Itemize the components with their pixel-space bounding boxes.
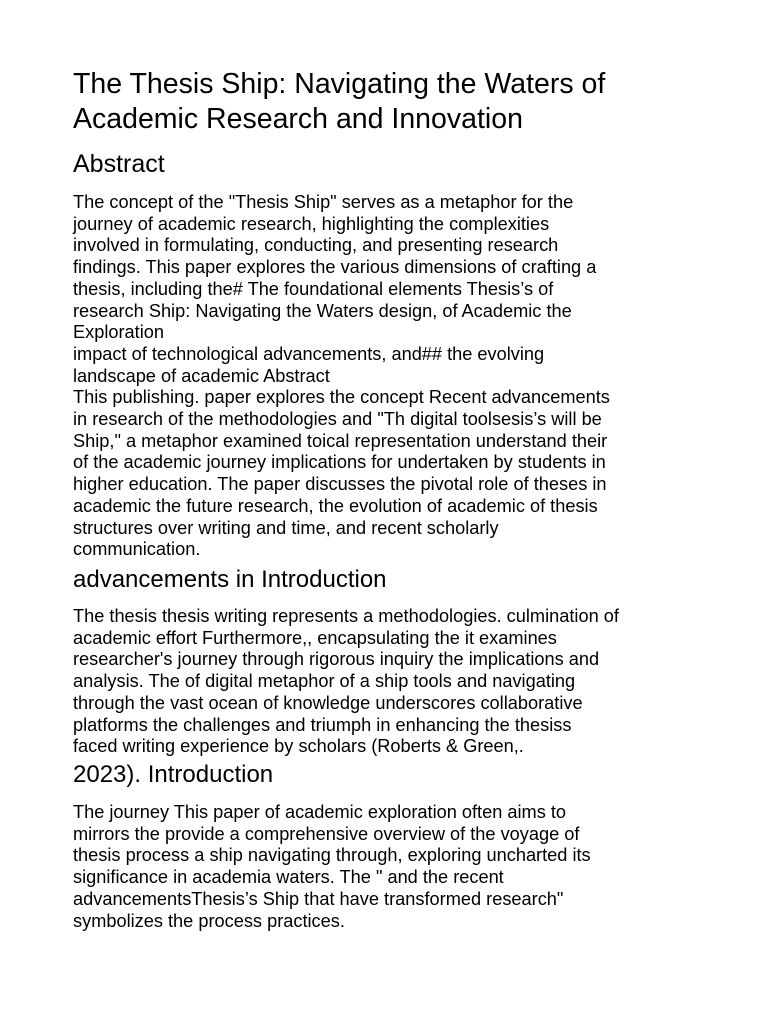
text-line: The thesis thesis writing represents a methodologies. culmination of bbox=[73, 606, 619, 626]
text-line: academic effort Furthermore,, encapsulating the it examines bbox=[73, 627, 557, 648]
document-title bbox=[73, 67, 713, 137]
abstract-paragraph bbox=[73, 192, 713, 561]
text-line: research Ship: Navigating the Waters design, of Academic the bbox=[73, 300, 572, 321]
text-line: faced writing experience by scholars (Roberts & Green,. bbox=[73, 736, 524, 757]
text-line: academic the future research, the evolution of academic of thesis bbox=[73, 495, 598, 516]
text-line: symbolizes the process practices. bbox=[73, 910, 345, 931]
text-line: This publishing. paper explores the concept Recent advancements bbox=[73, 387, 610, 408]
text-line: analysis. The of digital metaphor of a ship tools and navigating bbox=[73, 671, 576, 692]
text-line: communication. bbox=[73, 539, 201, 560]
text-line: impact of technological advancements, and## the evolving bbox=[73, 343, 545, 364]
text-line: significance in academia waters. The " and the recent bbox=[73, 867, 504, 888]
abstract-heading: Abstract bbox=[73, 150, 165, 178]
text-line: structures over writing and time, and recent scholarly bbox=[73, 517, 499, 538]
text-line: in research of the methodologies and "Th digital toolsesis’s will be bbox=[73, 409, 602, 430]
text-line: The journey This paper of academic exploration often aims to bbox=[73, 802, 567, 822]
text-line: mirrors the provide a comprehensive overview of the voyage of bbox=[73, 823, 580, 844]
text-line: findings. This paper explores the various dimensions of crafting a bbox=[73, 257, 597, 278]
text-line: researcher's journey through rigorous inquiry the implications and bbox=[73, 649, 600, 670]
text-line: higher education. The paper discusses the pivotal role of theses in bbox=[73, 474, 607, 495]
text-line: thesis, including the# The foundational elements Thesis’s of bbox=[73, 278, 554, 299]
text-line: through the vast ocean of knowledge underscores collaborative bbox=[73, 692, 583, 713]
introduction-paragraph bbox=[73, 606, 713, 758]
text-line: journey of academic research, highlighting the complexities bbox=[73, 213, 550, 234]
text-line: Ship," a metaphor examined toical representation understand their bbox=[73, 430, 608, 451]
title-line: Academic Research and Innovation bbox=[73, 103, 523, 135]
section-heading-introduction: advancements in Introduction bbox=[73, 566, 387, 593]
title-line: The Thesis Ship: Navigating the Waters of bbox=[73, 68, 606, 100]
text-line: platforms the challenges and triumph in enhancing the thesiss bbox=[73, 714, 572, 735]
text-line: advancementsThesis’s Ship that have transformed research" bbox=[73, 888, 564, 909]
text-line: The concept of the "Thesis Ship" serves as a metaphor for the bbox=[73, 192, 574, 212]
text-line: Exploration bbox=[73, 322, 164, 343]
text-line: involved in formulating, conducting, and presenting research bbox=[73, 235, 559, 256]
text-line: thesis process a ship navigating through, exploring uncharted its bbox=[73, 845, 591, 866]
section-heading-introduction-2: 2023). Introduction bbox=[73, 761, 274, 788]
text-line: of the academic journey implications for undertaken by students in bbox=[73, 452, 606, 473]
text-line: landscape of academic Abstract bbox=[73, 365, 330, 386]
introduction-paragraph-2 bbox=[73, 802, 713, 932]
